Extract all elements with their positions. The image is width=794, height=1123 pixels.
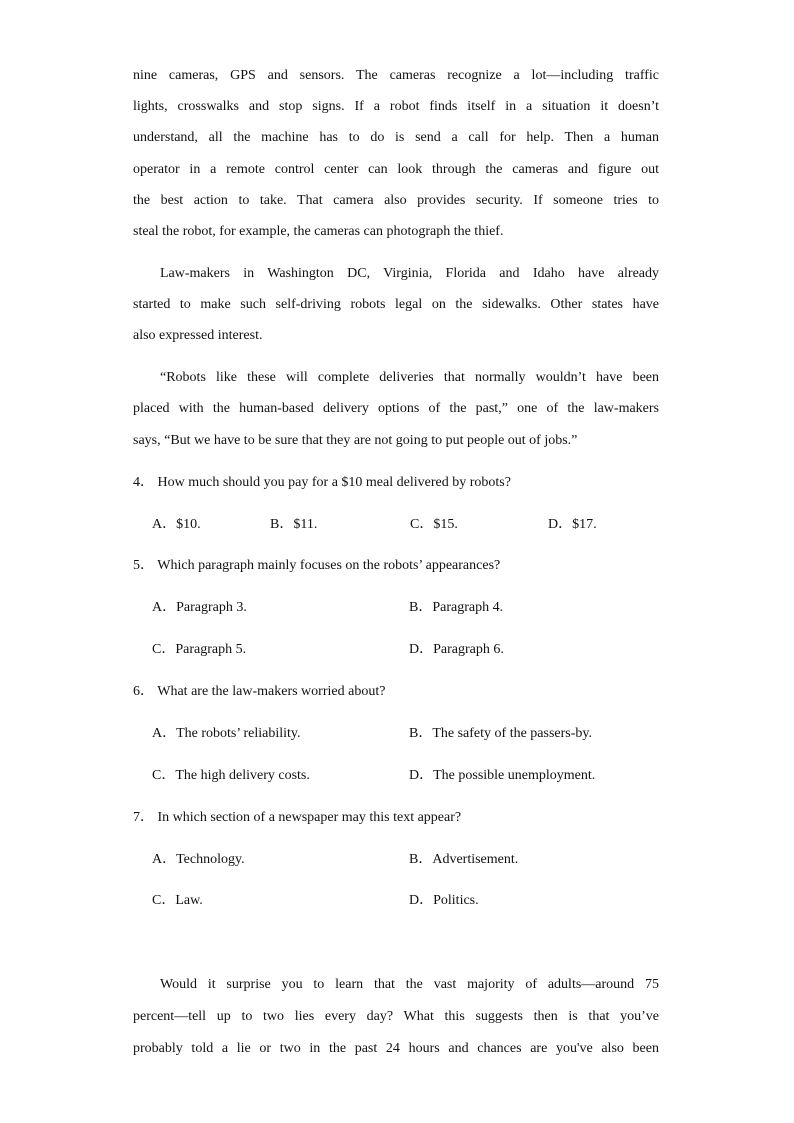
question-stem: 4． How much should you pay for a $10 meal delivered by robots? [133,475,511,490]
text-line: placed with the human-based delivery options of the past,” one of the law-makers [133,401,659,416]
text-line: also expressed interest. [133,328,263,343]
text-line: the best action to take. That camera also provides security. If someone tries to [133,193,659,208]
option-d[interactable]: D．Politics. [409,893,479,908]
option-a[interactable]: A．$10. [152,517,201,532]
option-b[interactable]: B．The safety of the passers-by. [409,726,592,741]
text-line: probably told a lie or two in the past 24 hours and chances are you've also been [133,1041,659,1056]
text-line: lights, crosswalks and stop signs. If a robot finds itself in a situation it doesn’t [133,99,659,114]
option-a[interactable]: A．Technology. [152,852,245,867]
option-a[interactable]: A．Paragraph 3. [152,600,247,615]
text-line: steal the robot, for example, the cameras can photograph the thief. [133,224,504,239]
question-stem: 5． Which paragraph mainly focuses on the robots’ appearances? [133,558,501,573]
text-line: Law-makers in Washington DC, Virginia, Florida and Idaho have already [160,266,659,281]
option-c[interactable]: C．$15. [410,517,458,532]
option-c[interactable]: C．The high delivery costs. [152,768,310,783]
option-a[interactable]: A．The robots’ reliability. [152,726,301,741]
option-c[interactable]: C．Law. [152,893,203,908]
option-d[interactable]: D．$17. [548,517,597,532]
question-stem: 7． In which section of a newspaper may this text appear? [133,810,462,825]
text-line: started to make such self-driving robots legal on the sidewalks. Other states have [133,297,659,312]
option-c[interactable]: C．Paragraph 5. [152,642,247,657]
question-stem: 6． What are the law-makers worried about? [133,684,386,699]
option-d[interactable]: D．Paragraph 6. [409,642,504,657]
option-b[interactable]: B．Paragraph 4. [409,600,504,615]
text-line: nine cameras, GPS and sensors. The cameras recognize a lot—including traffic [133,68,659,83]
text-line: understand, all the machine has to do is send a call for help. Then a human [133,130,659,145]
text-line: “Robots like these will complete deliveries that normally wouldn’t have been [160,370,659,385]
option-b[interactable]: B．$11. [270,517,318,532]
text-line: percent—tell up to two lies every day? What this suggests then is that you’ve [133,1009,659,1024]
text-line: operator in a remote control center can look through the cameras and figure out [133,162,659,177]
text-line: Would it surprise you to learn that the vast majority of adults—around 75 [160,977,659,992]
option-d[interactable]: D．The possible unemployment. [409,768,596,783]
option-b[interactable]: B．Advertisement. [409,852,519,867]
text-line: says, “But we have to be sure that they are not going to put people out of jobs.” [133,433,578,448]
